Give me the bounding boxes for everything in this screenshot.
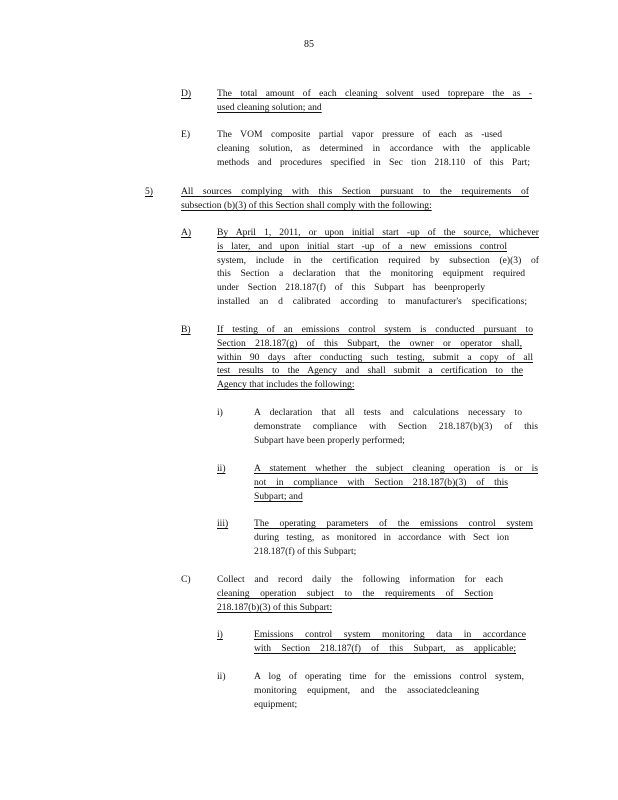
text-line: A log of operating time for the emissions control system,: [254, 671, 524, 682]
item-label-c-i: i): [217, 629, 223, 640]
item-label-b-ii: ii): [217, 463, 226, 474]
item-c-ii-text: [254, 670, 524, 711]
text-line: installed an d calibrated according to manufacturer's specifications;: [217, 295, 527, 307]
page-number: 85: [304, 39, 314, 50]
text-line: Collect and record daily the following information for each: [217, 574, 503, 585]
item-label-c: C): [181, 574, 191, 585]
text-line: A declaration that all tests and calculations necessary to: [254, 407, 522, 418]
text-line: 218.187(f) of this Subpart;: [254, 545, 357, 557]
item-5-text: [181, 185, 529, 213]
item-d-text: [217, 87, 532, 115]
item-b-ii-text: [254, 462, 538, 503]
text-line: Subpart have been properly performed;: [254, 434, 405, 446]
item-b-text: [217, 323, 533, 392]
text-line: with Section 218.187(f) of this Subpart, as applicable;: [254, 642, 516, 654]
text-line: The VOM composite partial vapor pressure of each as -used: [217, 129, 502, 140]
text-line: used cleaning solution; and: [217, 101, 322, 113]
text-line: Subpart; and: [254, 490, 303, 502]
item-a-text: [217, 226, 539, 309]
item-c-text: [217, 573, 503, 614]
text-line: 218.187(b)(3) of this Subpart:: [217, 601, 333, 613]
item-b-iii-text: [254, 517, 533, 558]
text-line: monitoring equipment, and the associatedcleaning: [254, 684, 479, 696]
text-line: Section 218.187(g) of this Subpart, the owner or operator shall,: [217, 337, 522, 349]
item-label-b: B): [181, 324, 191, 335]
item-b-i-text: [254, 406, 538, 447]
item-label-b-i: i): [217, 407, 223, 418]
item-e-text: [217, 128, 530, 169]
text-line: within 90 days after conducting such testing, submit a copy of all: [217, 351, 533, 363]
text-line: under Section 218.187(f) of this Subpart has beenproperly: [217, 282, 485, 294]
text-line: demonstrate compliance with Section 218.187(b)(3) of this: [254, 420, 538, 432]
text-line: subsection (b)(3) of this Section shall comply with the following:: [181, 199, 432, 211]
text-line: is later, and upon initial start -up of a new emissions control: [217, 240, 507, 252]
text-line: methods and procedures specified in Sec tion 218.110 of this Part;: [217, 156, 530, 168]
text-line: test results to the Agency and shall submit a certification to the: [217, 365, 523, 377]
text-line: Agency that includes the following:: [217, 379, 355, 391]
text-line: All sources complying with this Section pursuant to the requirements of: [181, 186, 529, 197]
text-line: The total amount of each cleaning solvent used toprepare the as -: [217, 88, 532, 99]
text-line: equipment;: [254, 698, 298, 710]
text-line: cleaning operation subject to the requirements of Section: [217, 587, 493, 599]
text-line: By April 1, 2011, or upon initial start -up of the source, whichever: [217, 227, 539, 238]
item-label-c-ii: ii): [217, 671, 226, 682]
text-line: A statement whether the subject cleaning operation is or is: [254, 463, 538, 474]
text-line: system, include in the certification required by subsection (e)(3) of: [217, 254, 539, 266]
item-label-e: E): [181, 129, 191, 140]
item-label-5: 5): [145, 186, 153, 197]
item-label-d: D): [181, 88, 192, 99]
text-line: this Section a declaration that the monitoring equipment required: [217, 268, 525, 280]
item-c-i-text: [254, 628, 526, 656]
text-line: cleaning solution, as determined in accordance with the applicable: [217, 142, 530, 154]
text-line: The operating parameters of the emissions control system: [254, 518, 533, 529]
item-label-b-iii: iii): [217, 518, 229, 529]
text-line: not in compliance with Section 218.187(b)(3) of this: [254, 476, 508, 488]
item-label-a: A): [181, 227, 192, 238]
text-line: If testing of an emissions control system is conducted pursuant to: [217, 324, 533, 335]
text-line: during testing, as monitored in accordance with Sect ion: [254, 531, 509, 543]
text-line: Emissions control system monitoring data in accordance: [254, 629, 526, 640]
